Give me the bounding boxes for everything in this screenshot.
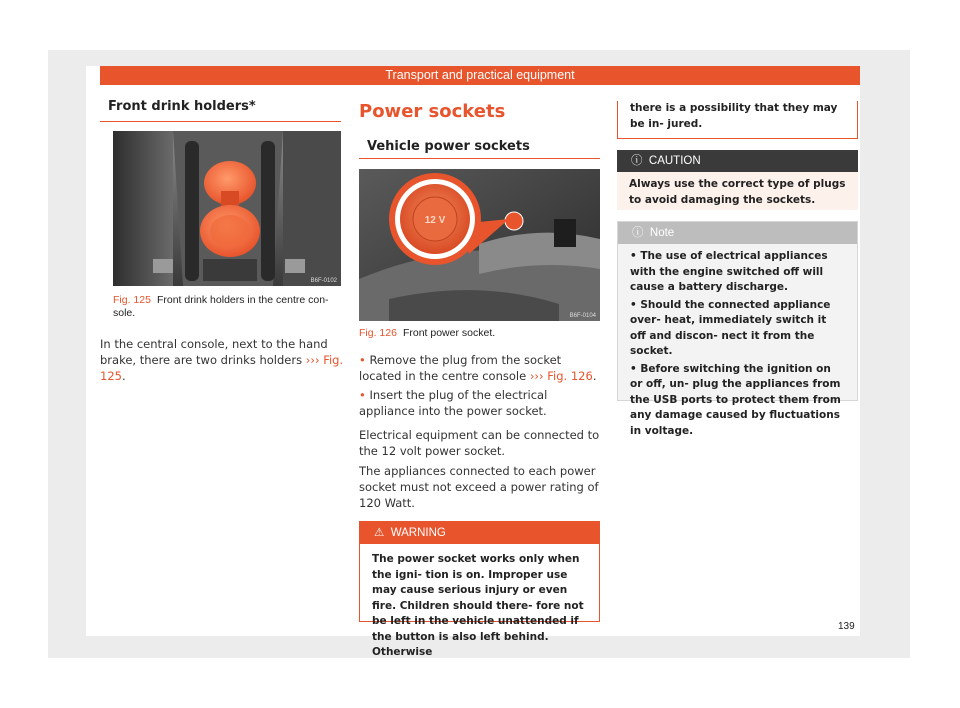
bullet-end: . (592, 369, 597, 383)
note-label: Note (649, 227, 675, 239)
bullet-2 (359, 387, 604, 419)
caution-header (617, 150, 858, 172)
socket-label: 12 V (424, 215, 446, 226)
paragraph-text: In the central console, next to the hand brake, there are two drinks holders (100, 337, 328, 367)
bullet-dot: • (359, 353, 366, 367)
caution-box (617, 150, 858, 210)
caution-text: Always use the correct type of plugs to avoid damaging the sockets. (629, 178, 846, 206)
note-list (618, 244, 857, 444)
drink-holders-paragraph (100, 336, 345, 384)
warning-header (360, 522, 599, 544)
figure-ref-link[interactable]: Fig. 125 (100, 353, 344, 383)
figure-code: B6F-0102 (310, 278, 337, 284)
note-item-text: Before switching the ignition on or off, un- plug the appliances from the USB ports to protect them from any damage caused by fluctuations in voltage. (630, 362, 841, 437)
bullet-text: Remove the plug from the socket located in the centre console (359, 353, 562, 383)
section-title-drink-holders: Front drink holders* (108, 99, 256, 114)
ref-arrow: ››› (305, 353, 320, 367)
drink-holder-illustration (113, 131, 341, 286)
warning-label: WARNING (390, 527, 446, 539)
caution-icon: ⓘ (631, 155, 643, 167)
figure-125-caption (113, 294, 343, 320)
page-title: Power sockets (359, 101, 506, 122)
figure-caption-text: Front power socket. (402, 327, 496, 339)
subtitle: Vehicle power sockets (367, 139, 530, 154)
figure-126-caption (359, 327, 600, 340)
subtitle-rule (359, 158, 600, 159)
bullet-1 (359, 352, 604, 384)
figure-number: Fig. 125 (113, 294, 151, 306)
figure-125-photo (113, 131, 341, 286)
info-icon: ⓘ (632, 227, 644, 239)
figure-126-photo (359, 169, 600, 321)
ref-arrow: ››› (529, 369, 544, 383)
chapter-header: Transport and practical equipment (100, 66, 860, 85)
bullet-dot: • (359, 388, 366, 402)
note-item-text: The use of electrical appliances with the engine switched off will cause a battery discharge. (630, 250, 828, 293)
figure-number: Fig. 126 (359, 327, 397, 339)
paragraph-end: . (121, 369, 126, 383)
note-header (618, 222, 857, 244)
figure-code: B6F-0104 (569, 313, 596, 319)
note-item-text: Should the connected appliance over- heat, immediately switch it off and discon- nect it from the socket. (630, 298, 831, 357)
warning-continued: there is a possibility that they may be in- jured. (617, 101, 858, 139)
power-socket-illustration (359, 169, 600, 321)
caution-label: CAUTION (648, 155, 701, 167)
note-item: • Before switching the ignition on or off, un- plug the appliances from the USB ports to protect them from any damage caused by fluctuations in voltage. (630, 362, 841, 437)
paragraph-12v: Electrical equipment can be connected to the 12 volt power socket. (359, 428, 600, 458)
figure-caption-text: Front drink holders in the centre con- sole. (113, 294, 329, 319)
page-number: 139 (838, 621, 855, 632)
figure-ref-link[interactable]: Fig. 126 (547, 369, 593, 383)
paragraph-power-rating: The appliances connected to each power socket must not exceed a power rating of 120 Watt. (359, 464, 599, 510)
note-box (617, 221, 858, 437)
note-item: • The use of electrical appliances with the engine switched off will cause a battery discharge. (630, 250, 828, 293)
warning-text: The power socket works only when the igni- tion is on. Improper use may cause serious injury or even fire. Children should there- fore not be left in the vehicle unattended if the button is also left behind. Otherwise (372, 553, 584, 658)
warning-box (359, 521, 600, 658)
section-rule (100, 121, 341, 122)
bullet-text: Insert the plug of the electrical appliance into the power socket. (359, 388, 548, 418)
warning-icon: ⚠ (374, 527, 385, 539)
note-item: • Should the connected appliance over- heat, immediately switch it off and discon- nect it from the socket. (630, 298, 831, 357)
